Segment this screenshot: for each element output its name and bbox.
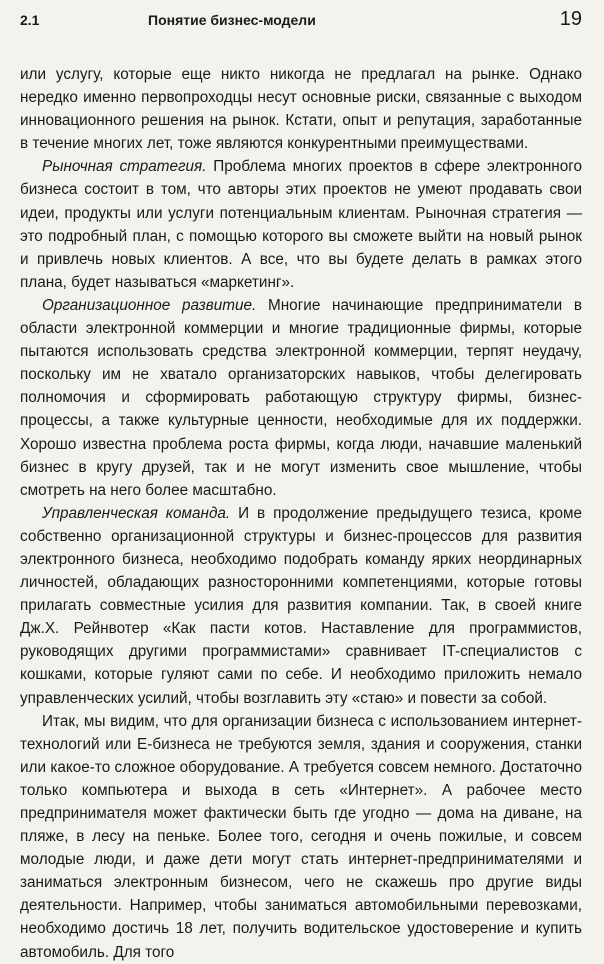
page-number: 19 <box>559 8 582 30</box>
paragraph-continuation <box>20 63 582 155</box>
page-body <box>20 63 582 964</box>
paragraph-summary <box>20 710 582 964</box>
section-number: 2.1 <box>20 12 40 28</box>
paragraph-text: или услугу, которые еще никто никогда не предлагал на рынке. Однако нередко именно первопроходцы несут основные риски, связанные с выходом инновационного решения на рынок. Кстати, опыт и репутация, заработанные в течение многих лет, тоже являются конкурентными преимуществами. <box>20 66 582 153</box>
paragraph-org-development <box>20 294 582 502</box>
section-title: Понятие бизнес-модели <box>148 12 316 28</box>
paragraph-lead: Управленческая команда. <box>42 504 231 522</box>
paragraph-text: Многие начинающие предприниматели в области электронной коммерции и многие традиционные фирмы, которые пытаются использовать средства электронной коммерции, терпят неудачу, поскольку им не хватало организаторских навыков, чтобы делегировать полномочия и сформировать работающую структуру фирмы, бизнес-процессы, а также культурные ценности, необходимые для их поддержки. Хорошо известна проблема роста фирмы, когда люди, начавшие маленький бизнес в кругу друзей, так и не могут изменить свое мышление, чтобы смотреть на него более масштабно. <box>20 296 582 499</box>
paragraph-lead: Организационное развитие. <box>42 296 257 314</box>
paragraph-text: И в продолжение предыдущего тезиса, кроме собственно организационной структуры и бизнес-процессов для развития электронного бизнеса, необходимо подобрать команду ярких неординарных личностей, обладающих разносторонними компетенциями, которые готовы прилагать совместные усилия для развития компании. Так, в своей книге Дж.Х. Рейнвотер «Как пасти котов. Наставление для программистов, руководящих другими программистами» сравнивает IT-специалистов с кошками, которые гуляют сами по себе. И необходимо приложить немало управленческих усилий, чтобы возглавить эту «стаю» и повести за собой. <box>20 504 582 707</box>
paragraph-text: Проблема многих проектов в сфере электронного бизнеса состоит в том, что авторы этих проектов не умеют продавать свои идеи, продукты или услуги потенциальным клиентам. Рыночная стратегия — это подробный план, с помощью которого вы сможете выйти на новый рынок и привлечь новых клиентов. А все, что вы будете делать в рамках этого плана, будет называться «маркетинг». <box>20 158 582 291</box>
paragraph-market-strategy <box>20 155 582 294</box>
paragraph-text: Итак, мы видим, что для организации бизнеса с использованием интернет-технологий или Е-бизнеса не требуются земля, здания и сооружения, станки или какое-то сложное оборудование. А требуется совсем немного. Достаточно только компьютера и выхода в сеть «Интернет». А рабочее место предпринимателя может фактически быть где угодно — дома на диване, на пляже, в лесу на пеньке. Более того, сегодня и очень пожилые, и совсем молодые люди, и даже дети могут стать интернет-предпринимателями и заниматься электронным бизнесом, чего не скажешь про другие виды деятельности. Например, чтобы заниматься автомобильными перевозками, необходимо достичь 18 лет, получить водительское удостоверение и купить автомобиль. Для того <box>20 712 582 961</box>
paragraph-lead: Рыночная стратегия. <box>42 158 207 176</box>
running-head <box>20 8 582 34</box>
paragraph-management-team <box>20 502 582 710</box>
